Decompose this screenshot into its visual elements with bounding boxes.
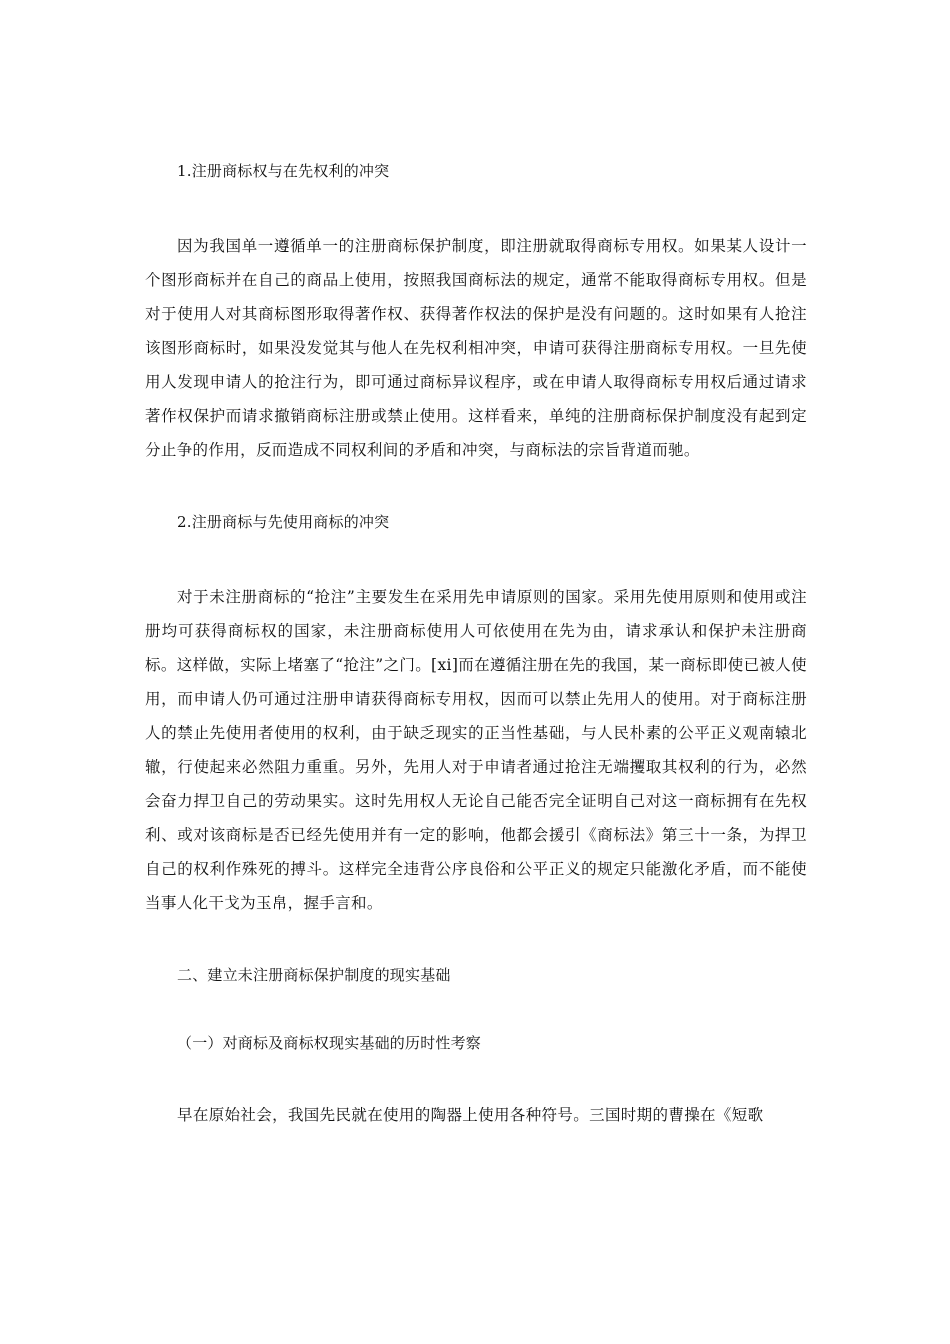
subsection-heading-historical-review: （一）对商标及商标权现实基础的历时性考察 — [177, 1034, 482, 1052]
section-heading-conflict-prior-rights: 1.注册商标权与在先权利的冲突 — [177, 162, 390, 180]
body-paragraph: 早在原始社会，我国先民就在使用的陶器上使用各种符号。三国时期的曹操在《短歌 — [177, 1106, 764, 1124]
section-heading-conflict-prior-use: 2.注册商标与先使用商标的冲突 — [177, 513, 390, 531]
document-page — [145, 150, 807, 1132]
body-paragraph: 对于未注册商标的“抢注”主要发生在采用先申请原则的国家。采用先使用原则和使用或注册均可获得商标权的国家，未注册商标使用人可依使用在先为由，请求承认和保护未注册商标。这样做，实际上堵塞了“抢注”之门。[xi]而在遵循注册在先的我国，某一商标即使已被人使用，而申请人仍可通过注册申请获得商标专用权，因而可以禁止先用人的使用。对于商标注册人的禁止先使用者使用的权利，由于缺乏现实的正当性基础，与人民朴素的公平正义观南辕北辙，行使起来必然阻力重重。另外，先用人对于申请者通过抢注无端攫取其权利的行为，必然会奋力捍卫自己的劳动果实。这时先用权人无论自己能否完全证明自己对这一商标拥有在先权利、或对该商标是否已经先使用并有一定的影响，他都会援引《商标法》第三十一条，为捍卫自己的权利作殊死的搏斗。这样完全违背公序良俗和公平正义的规定只能激化矛盾，而不能使当事人化干戈为玉帛，握手言和。 — [145, 588, 807, 912]
body-paragraph: 因为我国单一遵循单一的注册商标保护制度，即注册就取得商标专用权。如果某人设计一个图形商标并在自己的商品上使用，按照我国商标法的规定，通常不能取得商标专用权。但是对于使用人对其商标图形取得著作权、获得著作权法的保护是没有问题的。这时如果有人抢注该图形商标时，如果没发觉其与他人在先权利相冲突，申请可获得注册商标专用权。一旦先使用人发现申请人的抢注行为，即可通过商标异议程序，或在申请人取得商标专用权后通过请求著作权保护而请求撤销商标注册或禁止使用。这样看来，单纯的注册商标保护制度没有起到定分止争的作用，反而造成不同权利间的矛盾和冲突，与商标法的宗旨背道而驰。 — [145, 237, 807, 459]
chapter-heading-realistic-basis: 二、建立未注册商标保护制度的现实基础 — [177, 966, 451, 984]
